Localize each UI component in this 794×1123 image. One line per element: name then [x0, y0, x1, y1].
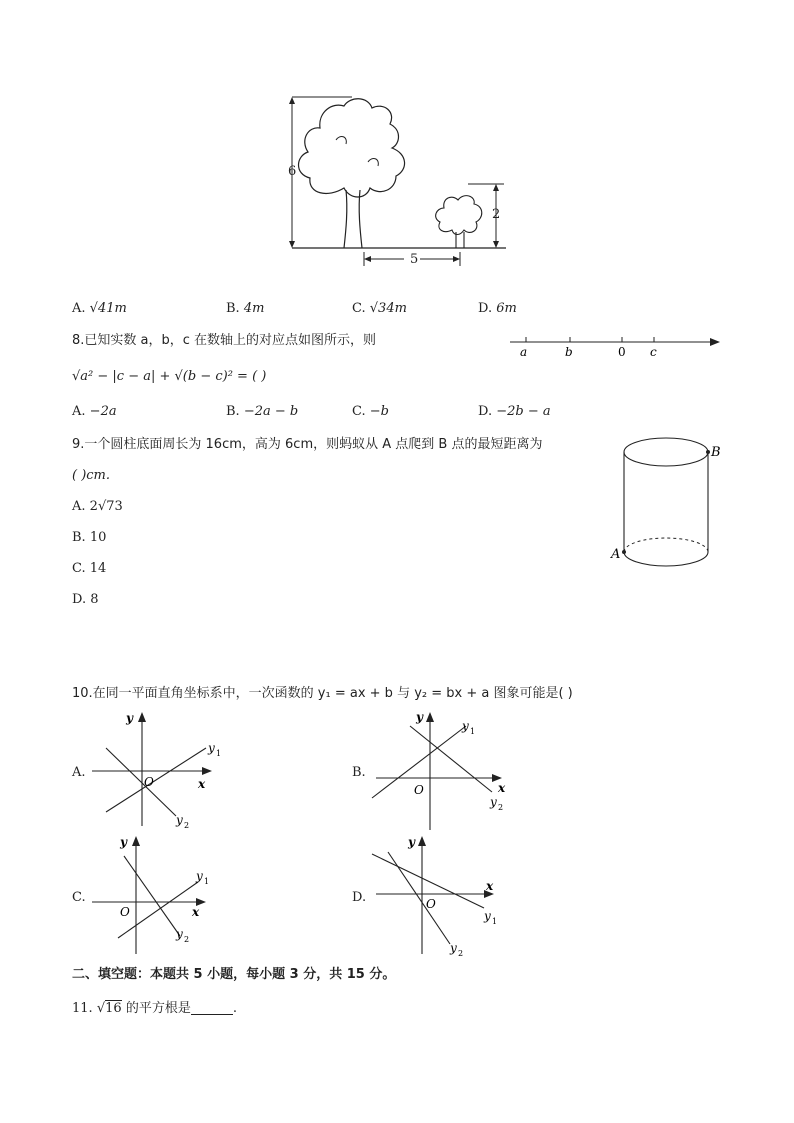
option-letter: C.	[352, 301, 366, 316]
option-text: −b	[369, 404, 389, 419]
q7-option-b[interactable]	[226, 302, 264, 315]
origin-label: O	[144, 775, 154, 789]
option-letter: D.	[72, 592, 87, 607]
q9-stem-answer: ( )cm.	[72, 468, 111, 483]
label-a: A	[611, 547, 621, 562]
q10-stem: 10.在同一平面直角坐标系中，一次函数的 y₁ = ax + b 与 y₂ = bx + a 图象可能是( )	[72, 686, 573, 701]
y1-label: y	[484, 909, 491, 923]
option-letter: A.	[72, 301, 86, 316]
sqrt-expression: √16	[96, 1001, 122, 1016]
x-axis-label: x	[498, 781, 506, 795]
y-axis-label: y	[120, 835, 127, 849]
option-letter: D.	[478, 404, 493, 419]
q10-option-d-letter[interactable]: D.	[352, 890, 367, 905]
cylinder-top	[624, 438, 708, 466]
q10-option-a-letter[interactable]: A.	[72, 765, 86, 780]
graph-c[interactable]	[88, 832, 228, 958]
answer-blank[interactable]	[191, 1002, 233, 1015]
label-b: b	[565, 345, 573, 359]
y1-subscript: 1	[470, 727, 476, 736]
q8-option-d[interactable]	[478, 405, 551, 418]
y2-label: y	[176, 813, 183, 827]
option-text: 14	[89, 561, 107, 576]
option-text: √41m	[89, 301, 127, 316]
q9-option-b[interactable]	[72, 531, 106, 544]
x-axis-label: x	[198, 777, 206, 791]
graph-b[interactable]	[368, 708, 518, 834]
q11-text: 的平方根是	[125, 1001, 191, 1016]
arrow-down-icon	[493, 241, 499, 248]
q11-stem	[72, 1000, 237, 1015]
arrow-up-icon	[289, 97, 295, 104]
line-y2	[388, 852, 450, 944]
arrow-left-icon	[364, 256, 371, 262]
y1-label: y	[208, 741, 215, 755]
point-b	[706, 450, 710, 454]
origin-label: O	[426, 897, 436, 911]
option-letter: D.	[478, 301, 493, 316]
q9-option-c[interactable]	[72, 562, 106, 575]
option-text: −2b − a	[496, 404, 551, 419]
line-y2	[124, 856, 180, 936]
q8-option-c[interactable]	[352, 405, 389, 418]
y2-subscript: 2	[458, 949, 464, 958]
graph-a[interactable]	[88, 708, 228, 834]
label-0: 0	[618, 345, 626, 359]
option-text: 4m	[243, 301, 265, 316]
option-letter: B.	[226, 301, 240, 316]
y2-subscript: 2	[184, 935, 190, 944]
q9-option-a[interactable]	[72, 500, 123, 513]
cylinder-bottom-front	[624, 552, 708, 566]
q7-option-d[interactable]	[478, 302, 517, 315]
option-letter: A.	[72, 404, 86, 419]
crown-detail	[336, 137, 346, 144]
x-axis-label: x	[486, 879, 494, 893]
arrow-up-icon	[138, 712, 146, 722]
option-letter: C.	[352, 404, 366, 419]
line-y1	[106, 748, 206, 812]
option-letter: B.	[72, 530, 86, 545]
y2-subscript: 2	[498, 803, 504, 812]
tall-height-label: 6	[288, 164, 297, 179]
arrow-up-icon	[132, 836, 140, 846]
q8-option-a[interactable]	[72, 405, 117, 418]
option-letter: A.	[72, 499, 86, 514]
y-axis-label: y	[416, 710, 423, 724]
option-letter: B.	[226, 404, 240, 419]
tall-tree-trunk	[344, 190, 362, 248]
tree-figure	[280, 90, 510, 270]
option-text: −2a − b	[243, 404, 299, 419]
y-axis-label: y	[408, 835, 415, 849]
q7-option-c[interactable]	[352, 302, 407, 315]
distance-label: 5	[410, 252, 419, 267]
option-text: 8	[90, 592, 99, 607]
arrow-right-icon	[202, 767, 212, 775]
small-tree-crown	[436, 196, 482, 235]
point-a	[622, 550, 626, 554]
option-text: √34m	[369, 301, 407, 316]
y1-label: y	[462, 719, 469, 733]
q8-expression: √a² − |c − a| + √(b − c)² = ( )	[72, 369, 267, 384]
sqrt-radicand: 16	[105, 1001, 122, 1016]
label-b: B	[711, 445, 721, 460]
y1-subscript: 1	[492, 917, 498, 926]
y2-label: y	[176, 927, 183, 941]
label-a: a	[520, 345, 528, 359]
y1-subscript: 1	[216, 749, 222, 758]
arrow-up-icon	[426, 712, 434, 722]
y1-subscript: 1	[204, 877, 210, 886]
q10-option-c-letter[interactable]: C.	[72, 890, 86, 905]
arrow-down-icon	[289, 241, 295, 248]
q10-option-b-letter[interactable]: B.	[352, 765, 366, 780]
short-height-label: 2	[492, 207, 501, 222]
arrow-right-icon	[453, 256, 460, 262]
q8-stem: 8.已知实数 a，b，c 在数轴上的对应点如图所示，则	[72, 333, 377, 348]
option-text: 2√73	[89, 499, 123, 514]
q11-number: 11.	[72, 1001, 93, 1016]
arrow-up-icon	[418, 836, 426, 846]
option-text: 6m	[496, 301, 517, 316]
crown-detail	[368, 159, 378, 166]
x-axis-label: x	[192, 905, 200, 919]
q8-option-b[interactable]	[226, 405, 298, 418]
y2-subscript: 2	[184, 821, 190, 830]
q11-end: .	[232, 1001, 237, 1016]
q7-option-a[interactable]	[72, 302, 127, 315]
q9-stem: 9.一个圆柱底面周长为 16cm，高为 6cm，则蚂蚁从 A 点爬到 B 点的最短距离为	[72, 437, 543, 452]
option-letter: C.	[72, 561, 86, 576]
arrow-up-icon	[493, 184, 499, 191]
label-c: c	[650, 345, 657, 359]
graph-d[interactable]	[368, 832, 518, 958]
section-title: 二、填空题：本题共 5 小题，每小题 3 分，共 15 分。	[72, 967, 396, 982]
y1-label: y	[196, 869, 203, 883]
option-text: 10	[89, 530, 107, 545]
cylinder-figure	[608, 432, 728, 574]
q9-option-d[interactable]	[72, 593, 99, 606]
tall-tree-crown	[299, 99, 405, 197]
line-y1	[118, 882, 198, 938]
number-line	[508, 332, 724, 364]
cylinder-bottom-back	[624, 538, 708, 552]
origin-label: O	[414, 783, 424, 797]
y2-label: y	[490, 795, 497, 809]
origin-label: O	[120, 905, 130, 919]
y2-label: y	[450, 941, 457, 955]
option-text: −2a	[89, 404, 117, 419]
arrow-right-icon	[710, 338, 720, 346]
y-axis-label: y	[126, 711, 133, 725]
